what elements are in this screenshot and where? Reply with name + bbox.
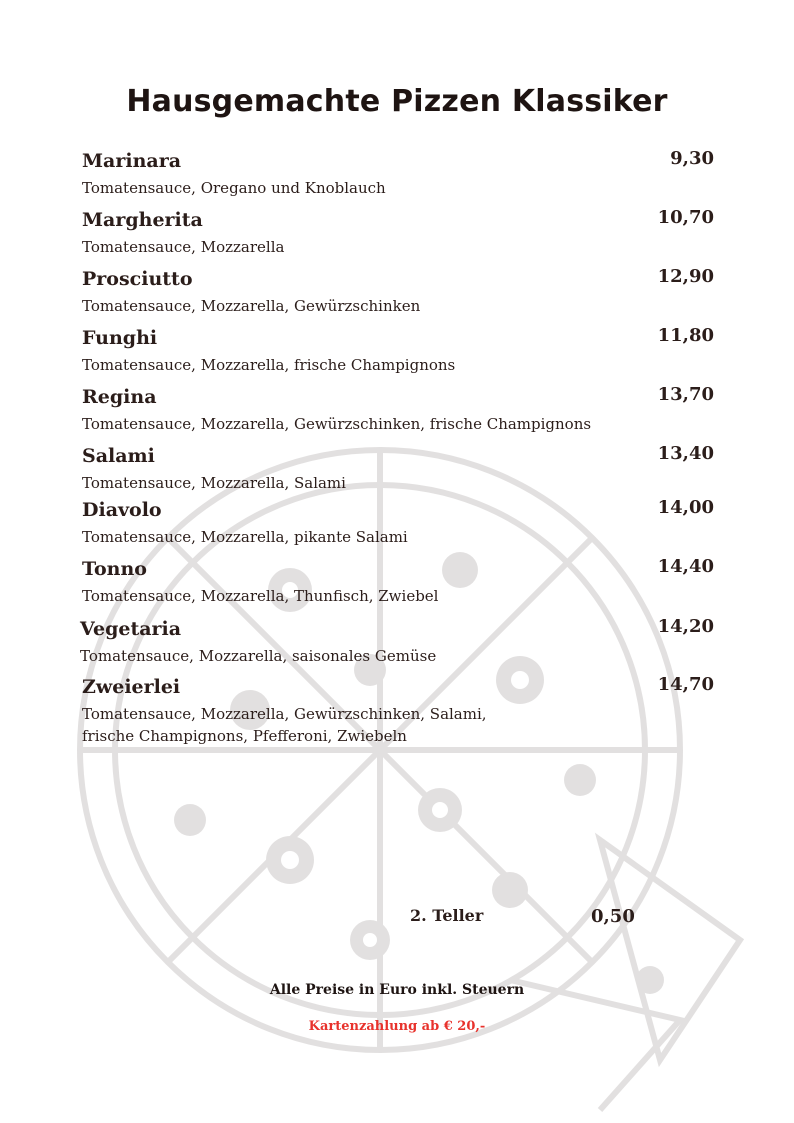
item-name: Tonno xyxy=(82,558,147,580)
item-price: 11,80 xyxy=(657,325,714,346)
price-note: Alle Preise in Euro inkl. Steuern xyxy=(269,982,525,998)
card-payment-note: Kartenzahlung ab € 20,- xyxy=(308,1019,486,1034)
item-price: 14,70 xyxy=(657,674,714,695)
item-name: Margherita xyxy=(82,209,203,231)
item-description-line-2: frische Champignons, Pfefferoni, Zwiebeln xyxy=(82,727,407,745)
item-price: 10,70 xyxy=(657,207,714,228)
item-name: Regina xyxy=(82,386,157,408)
item-price: 12,90 xyxy=(657,266,714,287)
item-description: Tomatensauce, Oregano und Knoblauch xyxy=(82,179,386,197)
item-description: Tomatensauce, Mozzarella xyxy=(82,238,285,256)
item-description: Tomatensauce, Mozzarella, Gewürzschinken xyxy=(82,297,421,315)
item-price: 14,00 xyxy=(657,497,714,518)
item-description: Tomatensauce, Mozzarella, Salami xyxy=(82,474,346,492)
item-price: 14,40 xyxy=(657,556,714,577)
item-name: Salami xyxy=(82,445,155,467)
item-description: Tomatensauce, Mozzarella, saisonales Gemüse xyxy=(80,647,437,665)
pizza-illustration-icon xyxy=(40,420,760,1120)
item-description: Tomatensauce, Mozzarella, Thunfisch, Zwiebel xyxy=(82,587,439,605)
item-description: Tomatensauce, Mozzarella, Gewürzschinken, frische Champignons xyxy=(82,415,592,433)
item-name: Marinara xyxy=(82,150,182,172)
item-price: 13,40 xyxy=(657,443,714,464)
item-price: 14,20 xyxy=(657,616,714,637)
item-name: Vegetaria xyxy=(80,618,182,640)
item-name: Zweierlei xyxy=(82,676,181,698)
item-name: Diavolo xyxy=(82,499,162,521)
page-title: Hausgemachte Pizzen Klassiker xyxy=(126,84,668,119)
item-description: Tomatensauce, Mozzarella, pikante Salami xyxy=(82,528,408,546)
item-name: Funghi xyxy=(82,327,158,349)
extra-plate-price: 0,50 xyxy=(591,906,635,927)
item-name: Prosciutto xyxy=(82,268,193,290)
item-description: Tomatensauce, Mozzarella, frische Champignons xyxy=(82,356,456,374)
item-price: 9,30 xyxy=(670,148,714,169)
extra-plate-label: 2. Teller xyxy=(410,906,484,925)
item-description: Tomatensauce, Mozzarella, Gewürzschinken, Salami, xyxy=(82,705,487,723)
item-price: 13,70 xyxy=(657,384,714,405)
